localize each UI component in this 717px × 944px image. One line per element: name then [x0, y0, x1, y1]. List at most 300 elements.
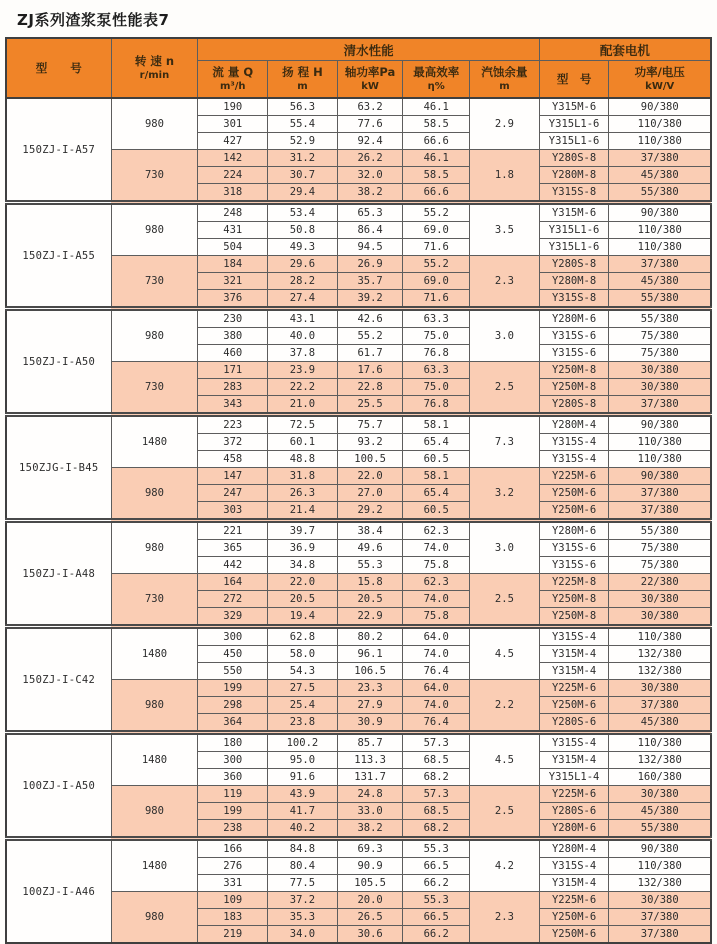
motor-model-cell: Y315S-8 — [539, 184, 609, 203]
head-cell: 84.8 — [268, 839, 338, 858]
shaft-power-cell: 93.2 — [337, 434, 403, 451]
speed-cell: 980 — [111, 203, 198, 256]
model-block — [6, 203, 711, 309]
efficiency-cell: 64.0 — [403, 680, 470, 697]
motor-model-cell: Y315S-4 — [539, 858, 609, 875]
motor-power-cell: 30/380 — [609, 362, 711, 379]
motor-model-cell: Y315M-4 — [539, 752, 609, 769]
model-cell: 150ZJ-I-A57 — [6, 98, 111, 203]
efficiency-cell: 75.0 — [403, 328, 470, 345]
model-cell: 150ZJ-I-A50 — [6, 309, 111, 415]
flow-cell: 230 — [198, 309, 268, 328]
flow-cell: 300 — [198, 752, 268, 769]
motor-model-cell: Y315S-6 — [539, 540, 609, 557]
motor-model-cell: Y280S-8 — [539, 150, 609, 167]
flow-cell: 301 — [198, 116, 268, 133]
table-row — [6, 256, 711, 273]
table-row — [6, 521, 711, 540]
efficiency-cell: 76.8 — [403, 396, 470, 415]
shaft-power-cell: 92.4 — [337, 133, 403, 150]
head-cell: 37.8 — [268, 345, 338, 362]
efficiency-cell: 66.5 — [403, 858, 470, 875]
efficiency-cell: 75.8 — [403, 557, 470, 574]
motor-power-cell: 45/380 — [609, 167, 711, 184]
model-cell: 150ZJ-I-A48 — [6, 521, 111, 627]
flow-cell: 427 — [198, 133, 268, 150]
header-motor-model: 型 号 — [539, 61, 609, 99]
head-cell: 41.7 — [268, 803, 338, 820]
motor-power-cell: 45/380 — [609, 714, 711, 733]
motor-model-cell: Y315L1-6 — [539, 116, 609, 133]
shaft-power-cell: 25.5 — [337, 396, 403, 415]
motor-model-cell: Y315S-4 — [539, 733, 609, 752]
efficiency-cell: 55.3 — [403, 839, 470, 858]
motor-model-cell: Y315S-6 — [539, 557, 609, 574]
head-cell: 52.9 — [268, 133, 338, 150]
table-row — [6, 362, 711, 379]
motor-power-cell: 132/380 — [609, 875, 711, 892]
head-cell: 43.1 — [268, 309, 338, 328]
speed-cell: 1480 — [111, 733, 198, 786]
model-cell: 100ZJ-I-A46 — [6, 839, 111, 944]
motor-power-cell: 55/380 — [609, 309, 711, 328]
motor-power-cell: 30/380 — [609, 608, 711, 627]
efficiency-cell: 71.6 — [403, 290, 470, 309]
motor-power-cell: 37/380 — [609, 926, 711, 944]
flow-cell: 364 — [198, 714, 268, 733]
head-cell: 23.9 — [268, 362, 338, 379]
shaft-power-cell: 61.7 — [337, 345, 403, 362]
npsh-cell: 3.2 — [470, 468, 540, 521]
header-speed — [111, 38, 198, 98]
npsh-cell: 2.2 — [470, 680, 540, 733]
head-cell: 26.3 — [268, 485, 338, 502]
shaft-power-cell: 24.8 — [337, 786, 403, 803]
flow-cell: 224 — [198, 167, 268, 184]
head-cell: 60.1 — [268, 434, 338, 451]
page-title: ZJ系列渣浆泵性能表7 — [17, 11, 170, 29]
speed-cell: 980 — [111, 680, 198, 733]
flow-cell: 331 — [198, 875, 268, 892]
shaft-power-cell: 69.3 — [337, 839, 403, 858]
motor-power-cell: 132/380 — [609, 752, 711, 769]
head-cell: 54.3 — [268, 663, 338, 680]
motor-power-cell: 110/380 — [609, 451, 711, 468]
speed-cell: 1480 — [111, 839, 198, 892]
header-speed-unit: r/min — [139, 69, 170, 81]
head-cell: 37.2 — [268, 892, 338, 909]
shaft-power-cell: 96.1 — [337, 646, 403, 663]
motor-model-cell: Y250M-6 — [539, 909, 609, 926]
motor-model-cell: Y225M-6 — [539, 680, 609, 697]
head-cell: 20.5 — [268, 591, 338, 608]
shaft-power-cell: 85.7 — [337, 733, 403, 752]
model-cell: 150ZJ-I-A55 — [6, 203, 111, 309]
shaft-power-cell: 86.4 — [337, 222, 403, 239]
shaft-power-cell: 22.9 — [337, 608, 403, 627]
flow-cell: 238 — [198, 820, 268, 839]
head-cell: 49.3 — [268, 239, 338, 256]
head-cell: 25.4 — [268, 697, 338, 714]
flow-cell: 442 — [198, 557, 268, 574]
head-cell: 48.8 — [268, 451, 338, 468]
head-cell: 50.8 — [268, 222, 338, 239]
efficiency-cell: 66.5 — [403, 909, 470, 926]
motor-model-cell: Y225M-8 — [539, 574, 609, 591]
motor-model-cell: Y250M-8 — [539, 591, 609, 608]
npsh-cell: 2.5 — [470, 786, 540, 839]
efficiency-cell: 55.3 — [403, 892, 470, 909]
header-speed-label: 转 速 n — [134, 54, 175, 69]
motor-power-cell: 22/380 — [609, 574, 711, 591]
flow-cell: 109 — [198, 892, 268, 909]
flow-cell: 550 — [198, 663, 268, 680]
motor-power-cell: 30/380 — [609, 680, 711, 697]
header-flow: 流 量 Q m³/h — [198, 61, 268, 99]
shaft-power-cell: 35.7 — [337, 273, 403, 290]
efficiency-cell: 66.2 — [403, 926, 470, 944]
header-npsh: 汽蚀余量 m — [470, 61, 540, 99]
motor-power-cell: 75/380 — [609, 345, 711, 362]
table-row — [6, 733, 711, 752]
flow-cell: 450 — [198, 646, 268, 663]
efficiency-cell: 74.0 — [403, 540, 470, 557]
efficiency-cell: 60.5 — [403, 502, 470, 521]
speed-cell: 980 — [111, 468, 198, 521]
head-cell: 21.0 — [268, 396, 338, 415]
shaft-power-cell: 113.3 — [337, 752, 403, 769]
flow-cell: 504 — [198, 239, 268, 256]
motor-model-cell: Y250M-6 — [539, 697, 609, 714]
shaft-power-cell: 15.8 — [337, 574, 403, 591]
efficiency-cell: 68.5 — [403, 803, 470, 820]
flow-cell: 380 — [198, 328, 268, 345]
motor-power-cell: 45/380 — [609, 273, 711, 290]
efficiency-cell: 46.1 — [403, 98, 470, 116]
shaft-power-cell: 75.7 — [337, 415, 403, 434]
head-cell: 31.2 — [268, 150, 338, 167]
shaft-power-cell: 26.2 — [337, 150, 403, 167]
speed-cell: 980 — [111, 892, 198, 944]
head-cell: 56.3 — [268, 98, 338, 116]
shaft-power-cell: 90.9 — [337, 858, 403, 875]
motor-power-cell: 160/380 — [609, 769, 711, 786]
flow-cell: 166 — [198, 839, 268, 858]
shaft-power-cell: 55.2 — [337, 328, 403, 345]
efficiency-cell: 71.6 — [403, 239, 470, 256]
motor-model-cell: Y315M-6 — [539, 203, 609, 222]
motor-power-cell: 90/380 — [609, 98, 711, 116]
header-motor-power: 功率/电压 kW/V — [609, 61, 711, 99]
efficiency-cell: 64.0 — [403, 627, 470, 646]
head-cell: 21.4 — [268, 502, 338, 521]
shaft-power-cell: 27.9 — [337, 697, 403, 714]
flow-cell: 372 — [198, 434, 268, 451]
motor-model-cell: Y280M-4 — [539, 839, 609, 858]
efficiency-cell: 75.8 — [403, 608, 470, 627]
efficiency-cell: 63.3 — [403, 309, 470, 328]
efficiency-cell: 62.3 — [403, 574, 470, 591]
shaft-power-cell: 23.3 — [337, 680, 403, 697]
table-row — [6, 786, 711, 803]
header-group-motor: 配套电机 — [539, 38, 711, 61]
efficiency-cell: 76.8 — [403, 345, 470, 362]
motor-model-cell: Y315M-4 — [539, 875, 609, 892]
shaft-power-cell: 80.2 — [337, 627, 403, 646]
shaft-power-cell: 33.0 — [337, 803, 403, 820]
efficiency-cell: 60.5 — [403, 451, 470, 468]
shaft-power-cell: 131.7 — [337, 769, 403, 786]
motor-power-cell: 75/380 — [609, 557, 711, 574]
head-cell: 39.7 — [268, 521, 338, 540]
flow-cell: 303 — [198, 502, 268, 521]
shaft-power-cell: 17.6 — [337, 362, 403, 379]
speed-cell: 980 — [111, 309, 198, 362]
npsh-cell: 7.3 — [470, 415, 540, 468]
flow-cell: 329 — [198, 608, 268, 627]
efficiency-cell: 69.0 — [403, 273, 470, 290]
flow-cell: 365 — [198, 540, 268, 557]
table-row — [6, 680, 711, 697]
head-cell: 29.6 — [268, 256, 338, 273]
efficiency-cell: 75.0 — [403, 379, 470, 396]
table-row — [6, 98, 711, 116]
motor-model-cell: Y315M-4 — [539, 663, 609, 680]
motor-model-cell: Y315S-4 — [539, 434, 609, 451]
efficiency-cell: 55.2 — [403, 256, 470, 273]
shaft-power-cell: 105.5 — [337, 875, 403, 892]
head-cell: 72.5 — [268, 415, 338, 434]
shaft-power-cell: 32.0 — [337, 167, 403, 184]
model-cell: 100ZJ-I-A50 — [6, 733, 111, 839]
motor-power-cell: 37/380 — [609, 485, 711, 502]
speed-cell: 1480 — [111, 627, 198, 680]
shaft-power-cell: 77.6 — [337, 116, 403, 133]
motor-model-cell: Y280M-4 — [539, 415, 609, 434]
motor-model-cell: Y280S-6 — [539, 714, 609, 733]
head-cell: 22.2 — [268, 379, 338, 396]
motor-power-cell: 90/380 — [609, 468, 711, 485]
efficiency-cell: 55.2 — [403, 203, 470, 222]
head-cell: 23.8 — [268, 714, 338, 733]
table-row — [6, 839, 711, 858]
model-block — [6, 733, 711, 839]
flow-cell: 219 — [198, 926, 268, 944]
head-cell: 40.0 — [268, 328, 338, 345]
model-block — [6, 627, 711, 733]
shaft-power-cell: 38.2 — [337, 820, 403, 839]
motor-model-cell: Y250M-6 — [539, 926, 609, 944]
motor-power-cell: 110/380 — [609, 133, 711, 150]
table-row — [6, 468, 711, 485]
head-cell: 40.2 — [268, 820, 338, 839]
motor-power-cell: 37/380 — [609, 697, 711, 714]
motor-power-cell: 75/380 — [609, 540, 711, 557]
efficiency-cell: 63.3 — [403, 362, 470, 379]
motor-model-cell: Y250M-6 — [539, 485, 609, 502]
head-cell: 28.2 — [268, 273, 338, 290]
header-shaft-power: 轴功率Pa kW — [337, 61, 403, 99]
motor-model-cell: Y250M-6 — [539, 502, 609, 521]
flow-cell: 221 — [198, 521, 268, 540]
motor-power-cell: 132/380 — [609, 663, 711, 680]
flow-cell: 142 — [198, 150, 268, 167]
motor-model-cell: Y280M-8 — [539, 167, 609, 184]
flow-cell: 171 — [198, 362, 268, 379]
head-cell: 80.4 — [268, 858, 338, 875]
shaft-power-cell: 22.8 — [337, 379, 403, 396]
shaft-power-cell: 55.3 — [337, 557, 403, 574]
efficiency-cell: 66.6 — [403, 184, 470, 203]
motor-model-cell: Y315M-6 — [539, 98, 609, 116]
model-block — [6, 521, 711, 627]
table-row — [6, 150, 711, 167]
head-cell: 19.4 — [268, 608, 338, 627]
flow-cell: 223 — [198, 415, 268, 434]
motor-power-cell: 90/380 — [609, 839, 711, 858]
motor-power-cell: 90/380 — [609, 415, 711, 434]
shaft-power-cell: 20.0 — [337, 892, 403, 909]
motor-model-cell: Y315L1-6 — [539, 239, 609, 256]
head-cell: 77.5 — [268, 875, 338, 892]
model-block — [6, 839, 711, 944]
head-cell: 58.0 — [268, 646, 338, 663]
npsh-cell: 4.5 — [470, 733, 540, 786]
efficiency-cell: 74.0 — [403, 646, 470, 663]
npsh-cell: 3.0 — [470, 521, 540, 574]
flow-cell: 199 — [198, 680, 268, 697]
head-cell: 100.2 — [268, 733, 338, 752]
npsh-cell: 3.5 — [470, 203, 540, 256]
motor-model-cell: Y250M-8 — [539, 362, 609, 379]
flow-cell: 360 — [198, 769, 268, 786]
motor-model-cell: Y225M-6 — [539, 892, 609, 909]
speed-cell: 730 — [111, 574, 198, 627]
performance-table — [5, 37, 712, 944]
motor-model-cell: Y280M-6 — [539, 521, 609, 540]
head-cell: 34.0 — [268, 926, 338, 944]
efficiency-cell: 58.5 — [403, 116, 470, 133]
motor-model-cell: Y280S-8 — [539, 256, 609, 273]
efficiency-cell: 66.2 — [403, 875, 470, 892]
motor-power-cell: 75/380 — [609, 328, 711, 345]
motor-model-cell: Y280M-8 — [539, 273, 609, 290]
model-block — [6, 98, 711, 203]
motor-power-cell: 55/380 — [609, 521, 711, 540]
shaft-power-cell: 29.2 — [337, 502, 403, 521]
motor-model-cell: Y315S-4 — [539, 627, 609, 646]
motor-power-cell: 37/380 — [609, 909, 711, 926]
head-cell: 30.7 — [268, 167, 338, 184]
table-row — [6, 415, 711, 434]
flow-cell: 300 — [198, 627, 268, 646]
table-row — [6, 203, 711, 222]
efficiency-cell: 57.3 — [403, 786, 470, 803]
speed-cell: 1480 — [111, 415, 198, 468]
shaft-power-cell: 30.6 — [337, 926, 403, 944]
motor-model-cell: Y315S-6 — [539, 328, 609, 345]
efficiency-cell: 58.1 — [403, 468, 470, 485]
head-cell: 22.0 — [268, 574, 338, 591]
motor-model-cell: Y280S-6 — [539, 803, 609, 820]
motor-power-cell: 55/380 — [609, 820, 711, 839]
head-cell: 36.9 — [268, 540, 338, 557]
flow-cell: 199 — [198, 803, 268, 820]
shaft-power-cell: 26.5 — [337, 909, 403, 926]
head-cell: 91.6 — [268, 769, 338, 786]
efficiency-cell: 65.4 — [403, 485, 470, 502]
model-cell: 150ZJG-I-B45 — [6, 415, 111, 521]
flow-cell: 431 — [198, 222, 268, 239]
table-row — [6, 574, 711, 591]
motor-model-cell: Y250M-8 — [539, 608, 609, 627]
motor-power-cell: 110/380 — [609, 116, 711, 133]
efficiency-cell: 46.1 — [403, 150, 470, 167]
motor-power-cell: 90/380 — [609, 203, 711, 222]
npsh-cell: 2.3 — [470, 256, 540, 309]
motor-model-cell: Y315S-8 — [539, 290, 609, 309]
shaft-power-cell: 49.6 — [337, 540, 403, 557]
head-cell: 53.4 — [268, 203, 338, 222]
flow-cell: 147 — [198, 468, 268, 485]
motor-power-cell: 110/380 — [609, 627, 711, 646]
motor-model-cell: Y280S-8 — [539, 396, 609, 415]
table-row — [6, 309, 711, 328]
efficiency-cell: 76.4 — [403, 663, 470, 680]
speed-cell: 980 — [111, 98, 198, 150]
motor-power-cell: 37/380 — [609, 502, 711, 521]
motor-power-cell: 110/380 — [609, 222, 711, 239]
flow-cell: 190 — [198, 98, 268, 116]
npsh-cell: 4.5 — [470, 627, 540, 680]
flow-cell: 272 — [198, 591, 268, 608]
flow-cell: 298 — [198, 697, 268, 714]
head-cell: 55.4 — [268, 116, 338, 133]
npsh-cell: 3.0 — [470, 309, 540, 362]
motor-model-cell: Y280M-6 — [539, 309, 609, 328]
table-header — [6, 38, 711, 98]
speed-cell: 980 — [111, 786, 198, 839]
efficiency-cell: 76.4 — [403, 714, 470, 733]
head-cell: 34.8 — [268, 557, 338, 574]
motor-power-cell: 110/380 — [609, 434, 711, 451]
efficiency-cell: 68.5 — [403, 752, 470, 769]
motor-power-cell: 55/380 — [609, 184, 711, 203]
shaft-power-cell: 26.9 — [337, 256, 403, 273]
header-model: 型 号 — [6, 38, 111, 98]
shaft-power-cell: 27.0 — [337, 485, 403, 502]
flow-cell: 183 — [198, 909, 268, 926]
motor-model-cell: Y225M-6 — [539, 786, 609, 803]
npsh-cell: 2.5 — [470, 362, 540, 415]
head-cell: 27.4 — [268, 290, 338, 309]
motor-power-cell: 30/380 — [609, 786, 711, 803]
npsh-cell: 1.8 — [470, 150, 540, 203]
motor-model-cell: Y280M-6 — [539, 820, 609, 839]
motor-power-cell: 30/380 — [609, 892, 711, 909]
shaft-power-cell: 63.2 — [337, 98, 403, 116]
shaft-power-cell: 65.3 — [337, 203, 403, 222]
efficiency-cell: 57.3 — [403, 733, 470, 752]
motor-power-cell: 55/380 — [609, 290, 711, 309]
header-group-water: 清水性能 — [198, 38, 539, 61]
flow-cell: 247 — [198, 485, 268, 502]
motor-model-cell: Y315S-6 — [539, 345, 609, 362]
flow-cell: 119 — [198, 786, 268, 803]
head-cell: 95.0 — [268, 752, 338, 769]
efficiency-cell: 69.0 — [403, 222, 470, 239]
efficiency-cell: 68.2 — [403, 820, 470, 839]
